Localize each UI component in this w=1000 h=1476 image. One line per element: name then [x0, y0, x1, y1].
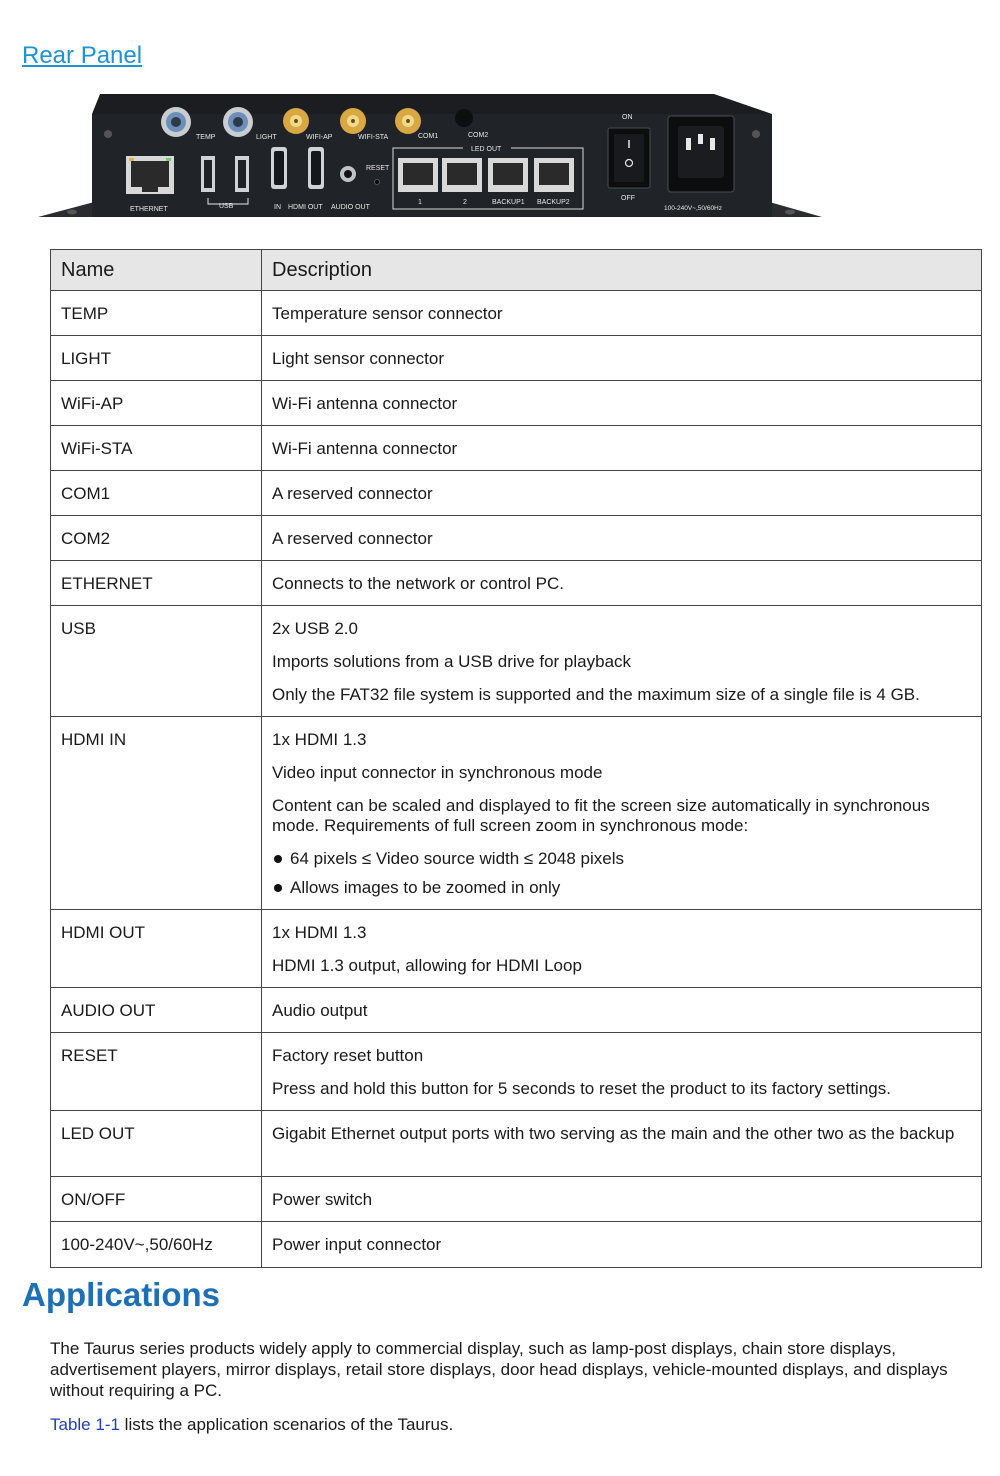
applications-heading: Applications — [22, 1276, 221, 1313]
label-led-out: LED OUT — [471, 146, 502, 153]
column-header-description: Description — [262, 250, 982, 291]
label-in: IN — [274, 204, 281, 211]
description-line: Imports solutions from a USB drive for playback — [272, 652, 632, 671]
description-line: Factory reset button — [272, 1046, 424, 1065]
label-backup1: BACKUP1 — [492, 199, 525, 206]
wifi-ap-connector-icon — [283, 108, 309, 134]
reset-button-icon — [375, 180, 380, 185]
description-bullet: 64 pixels ≤ Video source width ≤ 2048 pixels — [272, 849, 971, 869]
description-line: Audio output — [272, 1001, 368, 1020]
table-row — [51, 988, 982, 1033]
row-description-cell — [262, 471, 982, 516]
label-wifi-ap: WIFI-AP — [306, 134, 333, 141]
description-line: Gigabit Ethernet output ports with two serving as the main and the other two as the backup — [272, 1124, 955, 1143]
label-port-2: 2 — [463, 199, 467, 206]
label-power-rating: 100-240V~,50/60Hz — [664, 205, 723, 212]
row-name-cell: USB — [51, 606, 262, 717]
label-audio-out: AUDIO OUT — [331, 204, 370, 211]
row-description-cell — [262, 1177, 982, 1222]
description-line: Power switch — [272, 1190, 373, 1209]
table-row — [51, 1177, 982, 1222]
label-usb: USB — [219, 203, 234, 210]
label-off: OFF — [621, 195, 635, 202]
row-description-cell — [262, 1222, 982, 1268]
temp-connector-icon — [161, 107, 191, 137]
wifi-sta-connector-icon — [340, 108, 366, 134]
description-line: Video input connector in synchronous mode — [272, 763, 603, 782]
description-line: Press and hold this button for 5 seconds to reset the product to its factory settings. — [272, 1079, 891, 1098]
label-port-1: 1 — [418, 199, 422, 206]
label-reset: RESET — [366, 165, 390, 172]
row-description-cell — [262, 516, 982, 561]
table-row — [51, 1111, 982, 1177]
description-line: Content can be scaled and displayed to fit the screen size automatically in synchronous mode. Requirements of full screen zoom in synchronous mode: — [272, 796, 930, 835]
table-row — [51, 606, 982, 717]
com1-connector-icon — [395, 108, 421, 134]
row-name-cell: COM1 — [51, 471, 262, 516]
description-line: Only the FAT32 file system is supported and the maximum size of a single file is 4 GB. — [272, 685, 920, 704]
row-name-cell: WiFi-AP — [51, 381, 262, 426]
row-description-cell — [262, 910, 982, 988]
label-temp: TEMP — [196, 134, 216, 141]
row-description-cell — [262, 1033, 982, 1111]
description-line: 1x HDMI 1.3 — [272, 730, 367, 749]
table-row — [51, 1033, 982, 1111]
row-name-cell: HDMI OUT — [51, 910, 262, 988]
row-name-cell: HDMI IN — [51, 717, 262, 910]
description-line: Connects to the network or control PC. — [272, 574, 564, 593]
row-name-cell: COM2 — [51, 516, 262, 561]
row-description-cell — [262, 717, 982, 910]
light-connector-icon — [223, 107, 253, 137]
power-switch-icon — [608, 128, 650, 188]
label-com2: COM2 — [468, 132, 489, 139]
row-name-cell: LIGHT — [51, 336, 262, 381]
table-row — [51, 426, 982, 471]
description-line: 1x HDMI 1.3 — [272, 923, 367, 942]
table-row — [51, 516, 982, 561]
hdmi-in-port-icon — [271, 147, 287, 189]
applications-table-reference — [50, 1414, 453, 1435]
applications-paragraph: The Taurus series products widely apply to commercial display, such as lamp-post displays, chain store displays, advertisement players, mirror displays, retail store displays, door head displays, vehicle-mounted displays, and displays without requiring a PC. — [50, 1339, 948, 1400]
label-on: ON — [622, 114, 633, 121]
row-name-cell: TEMP — [51, 291, 262, 336]
label-wifi-sta: WIFI-STA — [358, 134, 389, 141]
com2-connector-icon — [455, 109, 473, 127]
power-inlet-icon — [668, 116, 734, 192]
row-name-cell: WiFi-STA — [51, 426, 262, 471]
description-line: 2x USB 2.0 — [272, 619, 358, 638]
column-header-name: Name — [51, 250, 262, 291]
table-row — [51, 336, 982, 381]
label-hdmi-out: HDMI OUT — [288, 204, 323, 211]
table-row — [51, 1222, 982, 1268]
description-line: Temperature sensor connector — [272, 304, 503, 323]
row-description-cell — [262, 291, 982, 336]
table-row — [51, 291, 982, 336]
row-name-cell: 100-240V~,50/60Hz — [51, 1222, 262, 1268]
row-name-cell: ON/OFF — [51, 1177, 262, 1222]
table-row — [51, 561, 982, 606]
row-description-cell — [262, 1111, 982, 1177]
table-row — [51, 717, 982, 910]
table-row — [51, 471, 982, 516]
table-row — [51, 910, 982, 988]
row-name-cell: LED OUT — [51, 1111, 262, 1177]
rear-panel-image — [38, 90, 822, 222]
table-row — [51, 381, 982, 426]
description-line: Wi-Fi antenna connector — [272, 439, 458, 458]
description-line: Wi-Fi antenna connector — [272, 394, 458, 413]
ethernet-port-icon — [126, 156, 174, 194]
label-light: LIGHT — [256, 134, 277, 141]
table-1-1-link[interactable]: Table 1-1 — [50, 1415, 120, 1434]
row-name-cell: ETHERNET — [51, 561, 262, 606]
label-backup2: BACKUP2 — [537, 199, 570, 206]
row-name-cell: AUDIO OUT — [51, 988, 262, 1033]
row-description-cell — [262, 561, 982, 606]
rear-panel-spec-table — [50, 249, 982, 1268]
description-bullet: Allows images to be zoomed in only — [272, 878, 971, 898]
audio-out-jack-icon — [340, 166, 356, 182]
table-reference-text: lists the application scenarios of the Taurus. — [119, 1415, 454, 1434]
description-bullet-list — [272, 849, 971, 898]
rear-panel-link[interactable]: Rear Panel — [22, 42, 143, 69]
row-description-cell — [262, 606, 982, 717]
row-description-cell — [262, 381, 982, 426]
description-line: Light sensor connector — [272, 349, 444, 368]
hdmi-out-port-icon — [308, 147, 324, 189]
row-description-cell — [262, 988, 982, 1033]
label-com1: COM1 — [418, 133, 439, 140]
table-header-row — [51, 250, 982, 291]
row-description-cell — [262, 426, 982, 471]
description-line: A reserved connector — [272, 484, 433, 503]
row-name-cell: RESET — [51, 1033, 262, 1111]
row-description-cell — [262, 336, 982, 381]
description-line: HDMI 1.3 output, allowing for HDMI Loop — [272, 956, 582, 975]
description-line: A reserved connector — [272, 529, 433, 548]
table-body — [51, 291, 982, 1268]
label-ethernet: ETHERNET — [130, 206, 168, 213]
description-line: Power input connector — [272, 1235, 442, 1254]
